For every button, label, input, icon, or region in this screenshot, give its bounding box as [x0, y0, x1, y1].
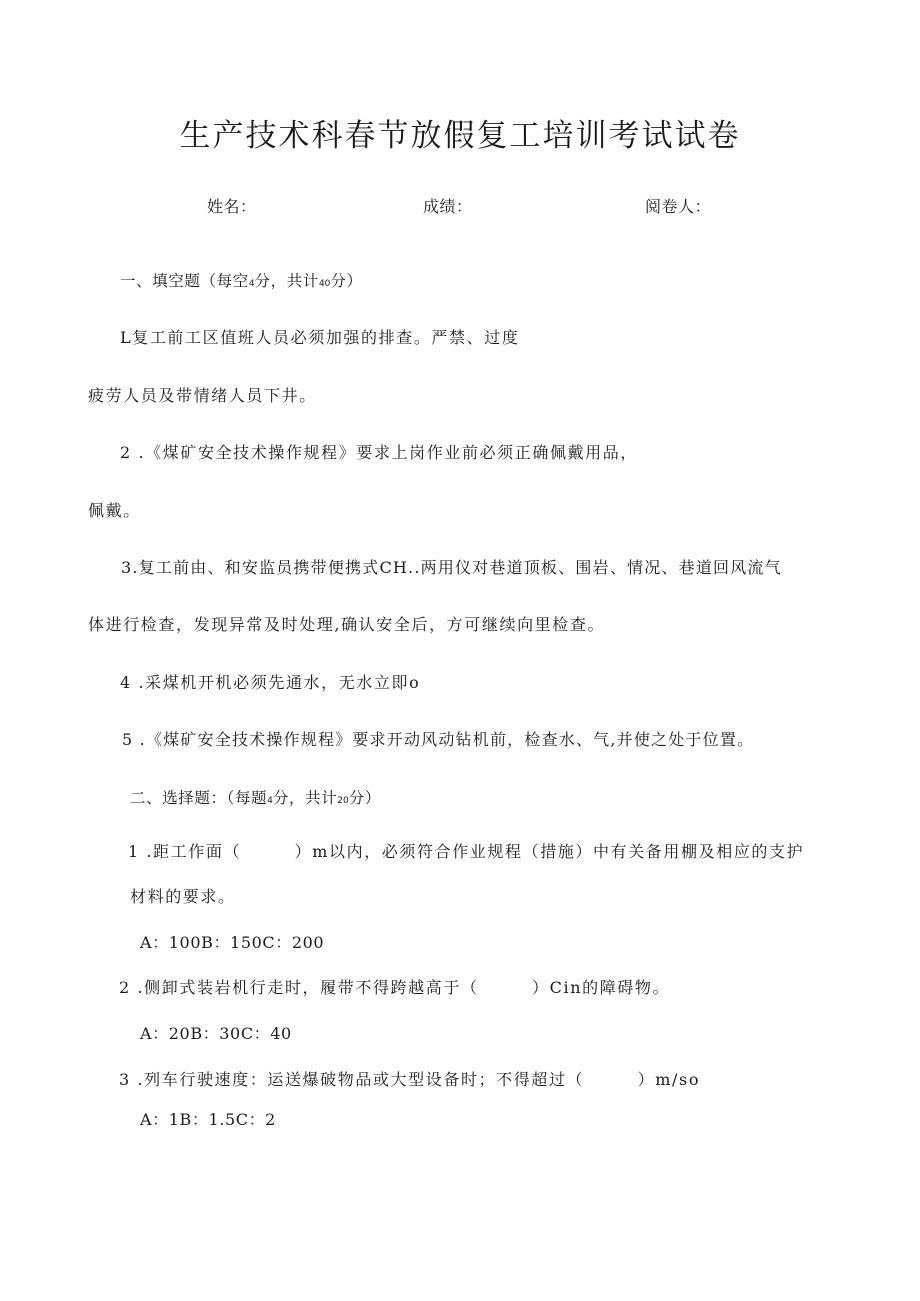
s2-q1-line1: 1 .距工作面（ ）m以内，必须符合作业规程（措施）中有关备用棚及相应的支护 [128, 842, 805, 861]
section1-heading-end: 分） [330, 272, 363, 290]
grader-label: 阅卷人： [645, 197, 712, 216]
section2-heading-mid: 分，共计 [272, 789, 338, 807]
s1-q5: 5 .《煤矿安全技术操作规程》要求开动风动钻机前，检查水、气,并使之处于位置。 [122, 730, 755, 749]
s1-q3-line1: 3.复工前由、和安监员携带便携式CH..两用仪对巷道顶板、围岩、情况、巷道回风流气 [121, 558, 782, 577]
s2-q1-options: A：100B：150C：200 [140, 933, 325, 952]
section1-heading-start: 一、填空题（每空 [120, 272, 249, 290]
section2-heading [130, 788, 381, 811]
s2-q1-line2: 材料的要求。 [130, 887, 236, 906]
name-label: 姓名： [207, 197, 257, 216]
s2-q2: 2 .侧卸式装岩机行走时，履带不得跨越高于（ ）Cin的障碍物。 [119, 978, 671, 997]
section1-total: 40 [318, 279, 331, 289]
section2-total: 20 [337, 796, 349, 806]
s1-q3-line2: 体进行检查，发现异常及时处理,确认安全后，方可继续向里检查。 [88, 615, 606, 634]
s2-q3-options: A：1B：1.5C：2 [140, 1110, 276, 1129]
section2-heading-end: 分） [348, 789, 381, 807]
s2-q3: 3 .列车行驶速度：运送爆破物品或大型设备时；不得超过（ ）m/so [119, 1070, 701, 1089]
score-label: 成绩： [423, 197, 473, 216]
s1-q1-line2: 疲劳人员及带情绪人员下井。 [88, 386, 317, 405]
s1-q2-line2: 佩戴。 [88, 501, 141, 520]
section2-heading-start: 二、选择题：（每题 [130, 789, 268, 807]
exam-title: 生产技术科春节放假复工培训考试试卷 [179, 118, 741, 154]
section1-heading-mid: 分，共计 [254, 272, 319, 290]
section1-heading [120, 271, 363, 294]
section2-per-question: 4 [267, 796, 273, 806]
section1-per-blank: 4 [248, 279, 255, 289]
s1-q2-line1: 2 .《煤矿安全技术操作规程》要求上岗作业前必须正确佩戴用品， [120, 443, 638, 462]
s2-q2-options: A：20B：30C：40 [140, 1024, 292, 1043]
s1-q4: 4 .采煤机开机必须先通水，无水立即o [120, 673, 421, 692]
s1-q1-line1: L复工前工区值班人员必须加强的排查。严禁、过度 [120, 328, 520, 347]
